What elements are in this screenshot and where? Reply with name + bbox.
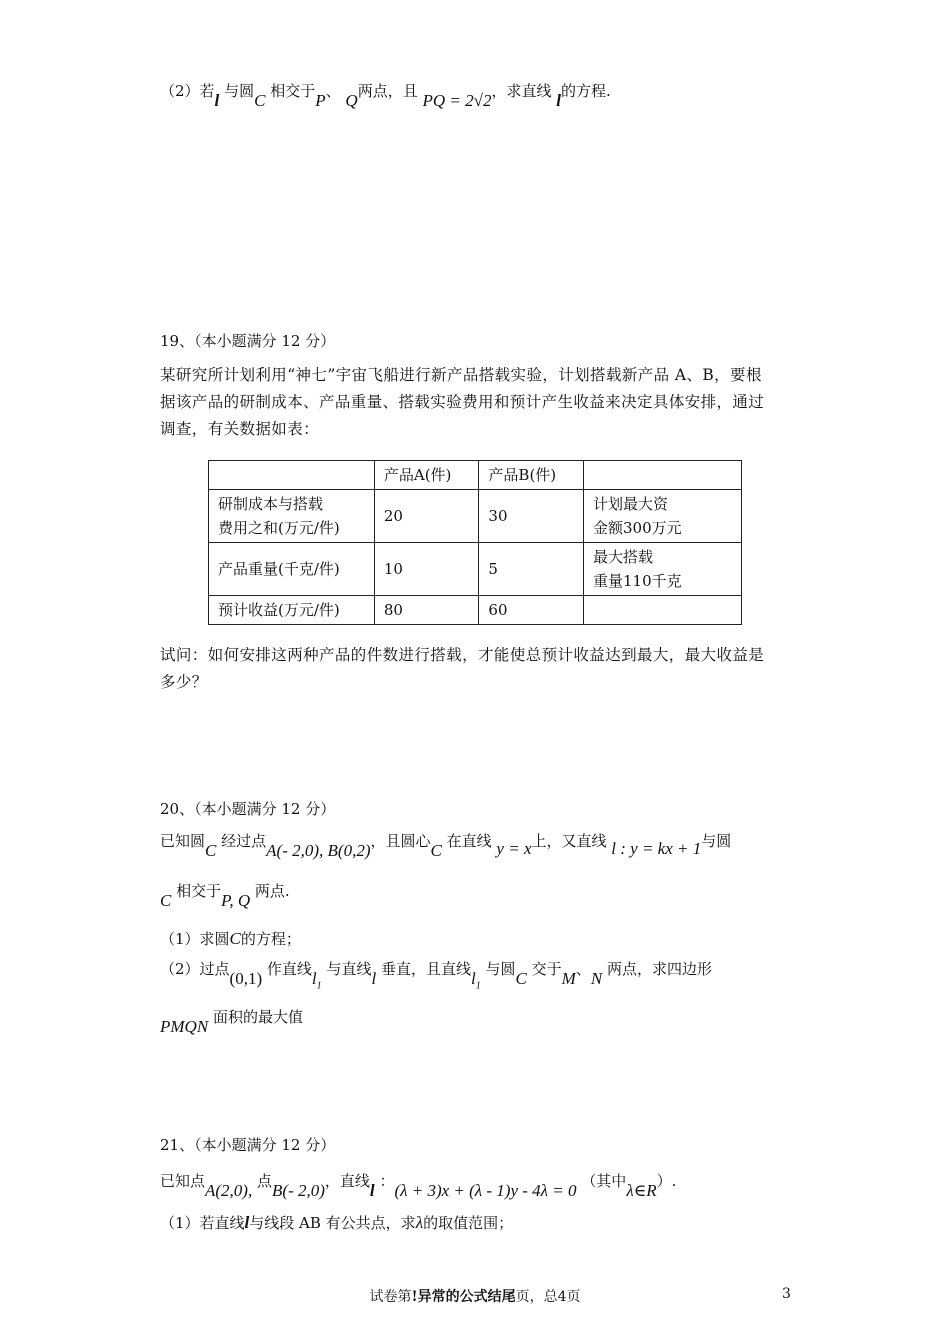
q20-part2-cont xyxy=(160,1006,303,1036)
text: 垂直，且直线 xyxy=(380,960,471,978)
math-l: l xyxy=(371,969,377,988)
math-l: l xyxy=(556,91,561,110)
text: 与圆 xyxy=(485,960,516,978)
table-cell: 产品A(件) xyxy=(374,461,479,490)
table-cell xyxy=(583,543,741,596)
table-cell: 80 xyxy=(374,596,479,625)
table-cell: 10 xyxy=(374,543,479,596)
text: 与圆 xyxy=(224,82,255,100)
math-p: P xyxy=(315,91,326,110)
text: 与线段 AB 有公共点，求 xyxy=(249,1214,416,1232)
footer-error-text: !异常的公式结尾 xyxy=(411,1289,516,1305)
math-q: Q xyxy=(345,91,358,110)
text: （1）求圆 xyxy=(160,930,230,948)
q20-line2 xyxy=(160,880,290,910)
page-footer xyxy=(0,1286,950,1306)
math-equation: (λ + 3)x + (λ - 1)y - 4λ = 0 xyxy=(394,1181,577,1200)
cell-line: 计划最大资 xyxy=(592,495,668,513)
table-cell: 产品B(件) xyxy=(479,461,584,490)
cell-line: 研制成本与搭载 xyxy=(218,495,324,513)
footer-text: 试卷第 xyxy=(369,1289,412,1305)
math-l: l xyxy=(369,1181,375,1200)
text: 的方程. xyxy=(560,82,611,100)
text: 在直线 xyxy=(446,832,492,850)
text: 经过点 xyxy=(221,832,267,850)
text: 的取值范围； xyxy=(423,1214,514,1232)
q20-header: 20、（本小题满分 12 分） xyxy=(160,800,336,818)
table-cell: 5 xyxy=(479,543,584,596)
math-l: l xyxy=(470,969,476,988)
text: 交于 xyxy=(531,960,562,978)
text: （2）若 xyxy=(160,82,215,100)
math-lambda: λ xyxy=(415,1213,424,1232)
math-point: (0,1) xyxy=(229,969,263,988)
cell-line: 重量110千克 xyxy=(592,572,682,590)
text: （2）过点 xyxy=(160,960,230,978)
math-c: C xyxy=(254,91,266,110)
page-number: 3 xyxy=(782,1286,791,1302)
q20-line1 xyxy=(160,830,732,860)
math-pq: P, Q xyxy=(221,891,251,910)
math-c: C xyxy=(205,841,217,860)
q18-part2-line xyxy=(160,80,611,110)
q19-header: 19、（本小题满分 12 分） xyxy=(160,332,336,350)
math-n: N xyxy=(590,969,603,988)
text: 相交于 xyxy=(270,82,316,100)
table-cell xyxy=(583,461,741,490)
math-c: C xyxy=(515,969,527,988)
text: 相交于 xyxy=(176,882,222,900)
text-line: 试问：如何安排这两种产品的件数进行搭载，才能使总预计收益达到最大，最大收益是 xyxy=(160,646,765,664)
math-l1 xyxy=(470,969,481,992)
text: （1）若直线 xyxy=(160,1214,245,1232)
table-cell: 产品重量(千克/件) xyxy=(209,543,375,596)
text: ，直线 xyxy=(324,1172,370,1190)
text: 已知点 xyxy=(160,1172,206,1190)
math-point-b: B(- 2,0) xyxy=(272,1181,325,1200)
math-l: l xyxy=(311,969,317,988)
text: ）. xyxy=(656,1172,677,1190)
table-row xyxy=(209,543,742,596)
text: 、 xyxy=(325,82,341,100)
text: （其中 xyxy=(581,1172,627,1190)
math-line: y = x xyxy=(496,839,532,858)
math-pmqn: PMQN xyxy=(160,1017,209,1036)
math-c: C xyxy=(229,929,241,948)
table-cell: 60 xyxy=(479,596,584,625)
data-table xyxy=(208,460,742,625)
text: 作直线 xyxy=(266,960,312,978)
footer-text: 页，总4页 xyxy=(515,1289,581,1305)
q21-part1 xyxy=(160,1212,513,1233)
math-c: C xyxy=(430,841,442,860)
table-row xyxy=(209,596,742,625)
math-pq: PQ = 2√2 xyxy=(422,91,492,110)
table-cell: 30 xyxy=(479,490,584,543)
text: 点 xyxy=(257,1172,273,1190)
math-line: l : y = kx + 1 xyxy=(611,839,702,858)
q21-line1 xyxy=(160,1170,677,1200)
text: 已知圆 xyxy=(160,832,206,850)
table-cell xyxy=(583,596,741,625)
subscript: 1 xyxy=(475,980,481,992)
math-l: l xyxy=(244,1213,250,1232)
text: 与圆 xyxy=(701,832,732,850)
subscript: 1 xyxy=(316,980,322,992)
text: ： xyxy=(379,1172,395,1190)
q20-part1 xyxy=(160,928,301,949)
table-row xyxy=(209,461,742,490)
math-points: A(- 2,0), B(0,2) xyxy=(266,841,371,860)
cell-line: 最大搭载 xyxy=(592,548,653,566)
math-point-a: A(2,0), xyxy=(205,1181,253,1200)
q19-question xyxy=(160,642,792,696)
text: 两点. xyxy=(254,882,290,900)
q19-intro xyxy=(160,362,792,443)
text-line: 据该产品的研制成本、产品重量、搭载实验费用和预计产生收益来决定具体安排，通过 xyxy=(160,393,765,411)
text: 与直线 xyxy=(326,960,372,978)
table-cell xyxy=(583,490,741,543)
cell-line: 费用之和(万元/件) xyxy=(218,519,340,537)
text: ，求直线 xyxy=(491,82,552,100)
q20-part2 xyxy=(160,958,712,992)
table-cell xyxy=(209,461,375,490)
text: 面积的最大值 xyxy=(212,1008,303,1026)
math-c: C xyxy=(160,891,172,910)
text-line: 某研究所计划利用“神七”宇宙飞船进行新产品搭载实验，计划搭载新产品 A、B，要根 xyxy=(160,366,762,384)
table-cell: 预计收益(万元/件) xyxy=(209,596,375,625)
math-l1 xyxy=(311,969,322,992)
math-lambda-in-r: λ∈R xyxy=(626,1181,657,1200)
math-m: M xyxy=(561,969,576,988)
text: ，且圆心 xyxy=(370,832,431,850)
text: 的方程； xyxy=(240,930,301,948)
cell-line: 金额300万元 xyxy=(592,519,682,537)
math-l: l xyxy=(214,91,220,110)
text: 、 xyxy=(575,960,591,978)
q21-header: 21、（本小题满分 12 分） xyxy=(160,1136,336,1154)
table-cell xyxy=(209,490,375,543)
table-row xyxy=(209,490,742,543)
text-line: 调查，有关数据如表： xyxy=(160,420,320,438)
text: 两点，求四边形 xyxy=(606,960,712,978)
text: 两点，且 xyxy=(357,82,418,100)
text-line: 多少？ xyxy=(160,673,208,691)
table-cell: 20 xyxy=(374,490,479,543)
text: 上，又直线 xyxy=(531,832,607,850)
